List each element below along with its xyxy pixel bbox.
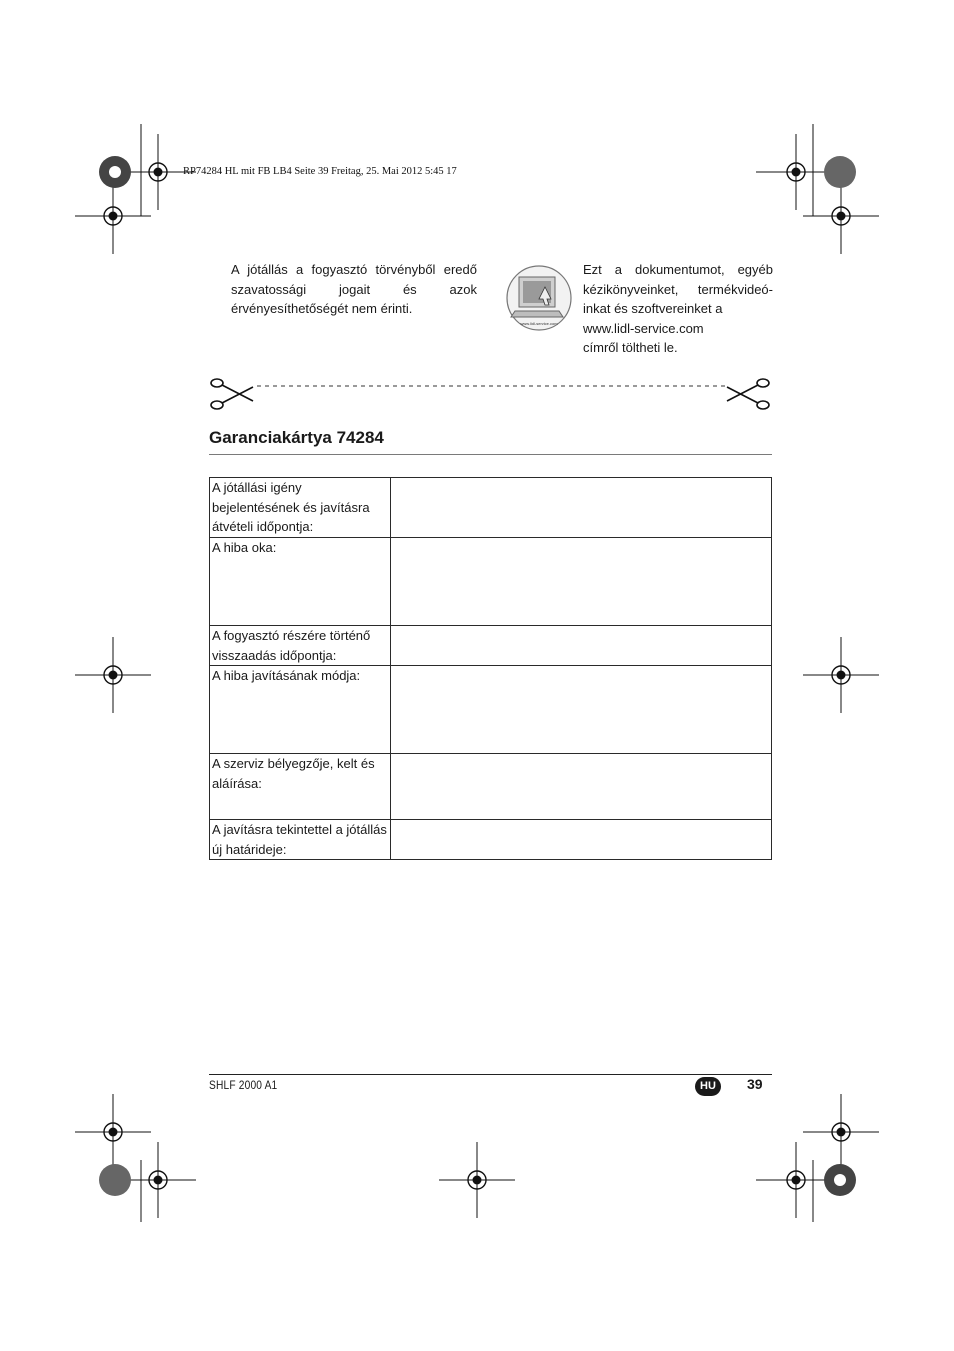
footer-model: SHLF 2000 A1	[209, 1078, 278, 1092]
table-row	[210, 626, 772, 666]
row-value	[391, 820, 772, 860]
download-text-end: címről töltheti le.	[583, 340, 678, 355]
icon-caption: www.lidl-service.com	[520, 321, 558, 326]
row-value	[391, 478, 772, 538]
title-divider	[209, 454, 772, 455]
scissors-icon-right	[727, 379, 769, 409]
row-label: A fogyasztó részére történő visszaadás időpontja:	[210, 626, 391, 666]
warranty-card-table	[209, 477, 772, 860]
laptop-download-icon	[505, 265, 573, 331]
cut-line	[205, 374, 775, 414]
intro-download-text	[583, 260, 773, 358]
table-row	[210, 478, 772, 538]
page-number: 39	[747, 1076, 763, 1092]
row-value	[391, 754, 772, 820]
print-header: RP74284 HL mit FB LB4 Seite 39 Freitag, 25. Mai 2012 5:45 17	[183, 166, 457, 177]
row-label: A hiba javításának módja:	[210, 666, 391, 754]
table-row	[210, 538, 772, 626]
row-label: A hiba oka:	[210, 538, 391, 626]
download-text: Ezt a dokumentumot, egyéb kézikönyveinket, termékvideó-inkat és szoftvereinket a	[583, 262, 773, 316]
download-url: www.lidl-service.com	[583, 320, 704, 336]
footer-divider	[209, 1074, 772, 1075]
scissors-icon-left	[211, 379, 253, 409]
row-value	[391, 538, 772, 626]
intro-warranty-text: A jótállás a fogyasztó törvényből eredő szavatossági jogait és azok érvényesíthetőségét nem érinti.	[231, 262, 477, 316]
row-value	[391, 626, 772, 666]
table-row	[210, 666, 772, 754]
table-row	[210, 754, 772, 820]
language-badge: HU	[695, 1077, 721, 1096]
row-label: A javításra tekintettel a jótállás új határideje:	[210, 820, 391, 860]
row-value	[391, 666, 772, 754]
row-label: A jótállási igény bejelentésének és javításra átvételi időpontja:	[210, 478, 391, 538]
table-row	[210, 820, 772, 860]
row-label: A szerviz bélyegzője, kelt és aláírása:	[210, 754, 391, 820]
page-title: Garanciakártya 74284	[209, 428, 384, 447]
